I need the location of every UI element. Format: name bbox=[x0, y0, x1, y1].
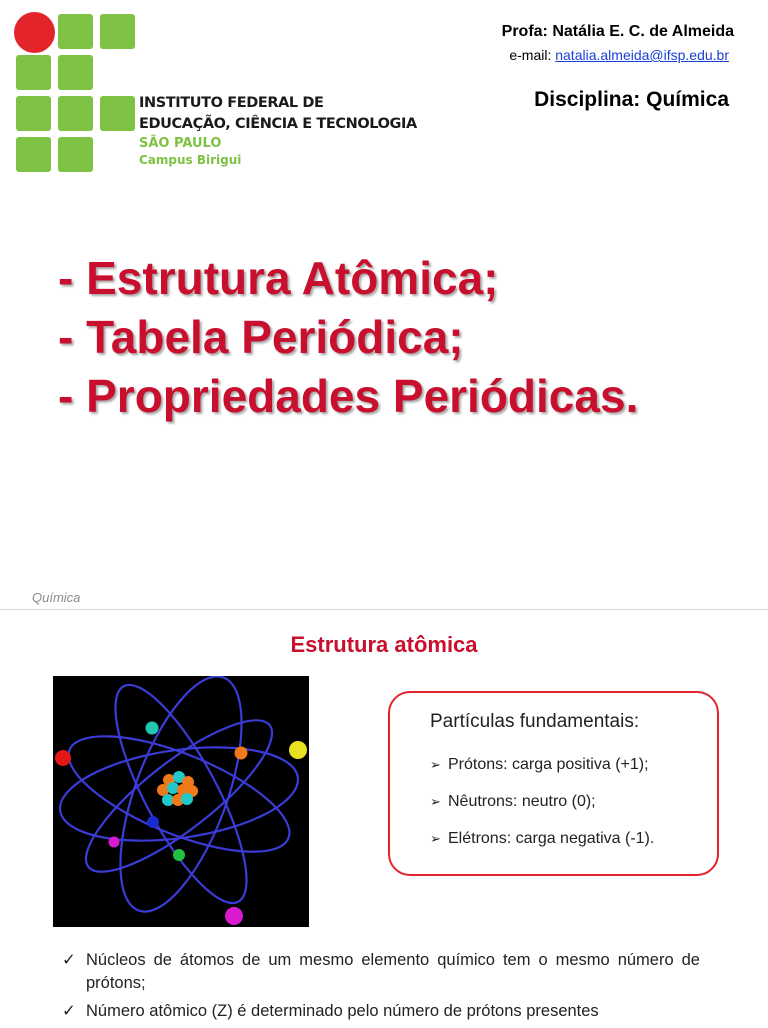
logo-square bbox=[16, 96, 51, 131]
check-text: Número atômico (Z) é determinado pelo número de prótons presentes bbox=[86, 1002, 599, 1020]
topic-item bbox=[58, 249, 638, 308]
slide-divider bbox=[0, 609, 768, 610]
topic-dash: - bbox=[58, 370, 74, 422]
electron bbox=[146, 722, 159, 735]
topic-text: Estrutura Atômica; bbox=[86, 252, 499, 304]
topic-item bbox=[58, 367, 638, 426]
professor-name: Profa: Natália E. C. de Almeida bbox=[501, 23, 734, 40]
email-label: e-mail: bbox=[509, 47, 552, 63]
topic-dash: - bbox=[58, 311, 74, 363]
logo-square bbox=[58, 96, 93, 131]
arrow-bullet-icon: ➢ bbox=[430, 831, 441, 846]
particle-text: Elétrons: carga negativa (-1). bbox=[448, 830, 655, 847]
topic-list bbox=[58, 249, 638, 426]
electron bbox=[173, 849, 185, 861]
email-line bbox=[509, 47, 729, 63]
footer-label: Química bbox=[32, 590, 81, 605]
checkmark-icon: ✓ bbox=[62, 1002, 76, 1020]
discipline-title: Disciplina: Química bbox=[534, 88, 729, 111]
logo-square bbox=[58, 137, 93, 172]
checkmark-icon: ✓ bbox=[62, 951, 76, 969]
logo-square bbox=[100, 14, 135, 49]
list-item bbox=[430, 792, 654, 812]
electron bbox=[147, 816, 159, 828]
logo-square bbox=[58, 55, 93, 90]
list-item bbox=[430, 755, 654, 775]
electron bbox=[109, 837, 120, 848]
institution-state: SÃO PAULO bbox=[139, 136, 222, 151]
check-list bbox=[62, 949, 700, 1028]
arrow-bullet-icon: ➢ bbox=[430, 794, 441, 809]
topic-dash: - bbox=[58, 252, 74, 304]
topic-item bbox=[58, 308, 638, 367]
check-text: Núcleos de átomos de um mesmo elemento químico tem o mesmo número de prótons; bbox=[86, 951, 700, 992]
topic-text: Tabela Periódica; bbox=[86, 311, 464, 363]
logo-red-circle bbox=[14, 12, 55, 53]
logo-square bbox=[58, 14, 93, 49]
list-item bbox=[62, 949, 700, 995]
logo-square bbox=[16, 137, 51, 172]
institution-line-1: INSTITUTO FEDERAL DE bbox=[139, 95, 324, 111]
particles-list bbox=[430, 755, 654, 866]
topic-text: Propriedades Periódicas bbox=[86, 370, 626, 422]
particles-heading: Partículas fundamentais: bbox=[430, 711, 640, 732]
ifsp-logo bbox=[16, 12, 136, 176]
electron bbox=[225, 907, 243, 925]
institution-campus: Campus Birigui bbox=[139, 153, 242, 167]
particle-text: Nêutrons: neutro (0); bbox=[448, 793, 596, 810]
logo-square bbox=[16, 55, 51, 90]
topic-end: . bbox=[625, 370, 639, 422]
institution-line-2: EDUCAÇÃO, CIÊNCIA E TECNOLOGIA bbox=[139, 116, 417, 132]
section-title: Estrutura atômica bbox=[290, 632, 478, 657]
particle-text: Prótons: carga positiva (+1); bbox=[448, 756, 649, 773]
list-item bbox=[62, 1000, 700, 1023]
arrow-bullet-icon: ➢ bbox=[430, 757, 441, 772]
atom-illustration bbox=[53, 676, 309, 927]
particles-box bbox=[388, 691, 719, 876]
electron bbox=[235, 747, 248, 760]
nucleus bbox=[157, 771, 198, 806]
electron bbox=[55, 750, 71, 766]
electron bbox=[289, 741, 307, 759]
atom-diagram bbox=[53, 676, 309, 927]
email-link[interactable]: natalia.almeida@ifsp.edu.br bbox=[555, 47, 729, 63]
list-item bbox=[430, 829, 654, 849]
logo-square bbox=[100, 96, 135, 131]
institution-name bbox=[139, 93, 439, 168]
